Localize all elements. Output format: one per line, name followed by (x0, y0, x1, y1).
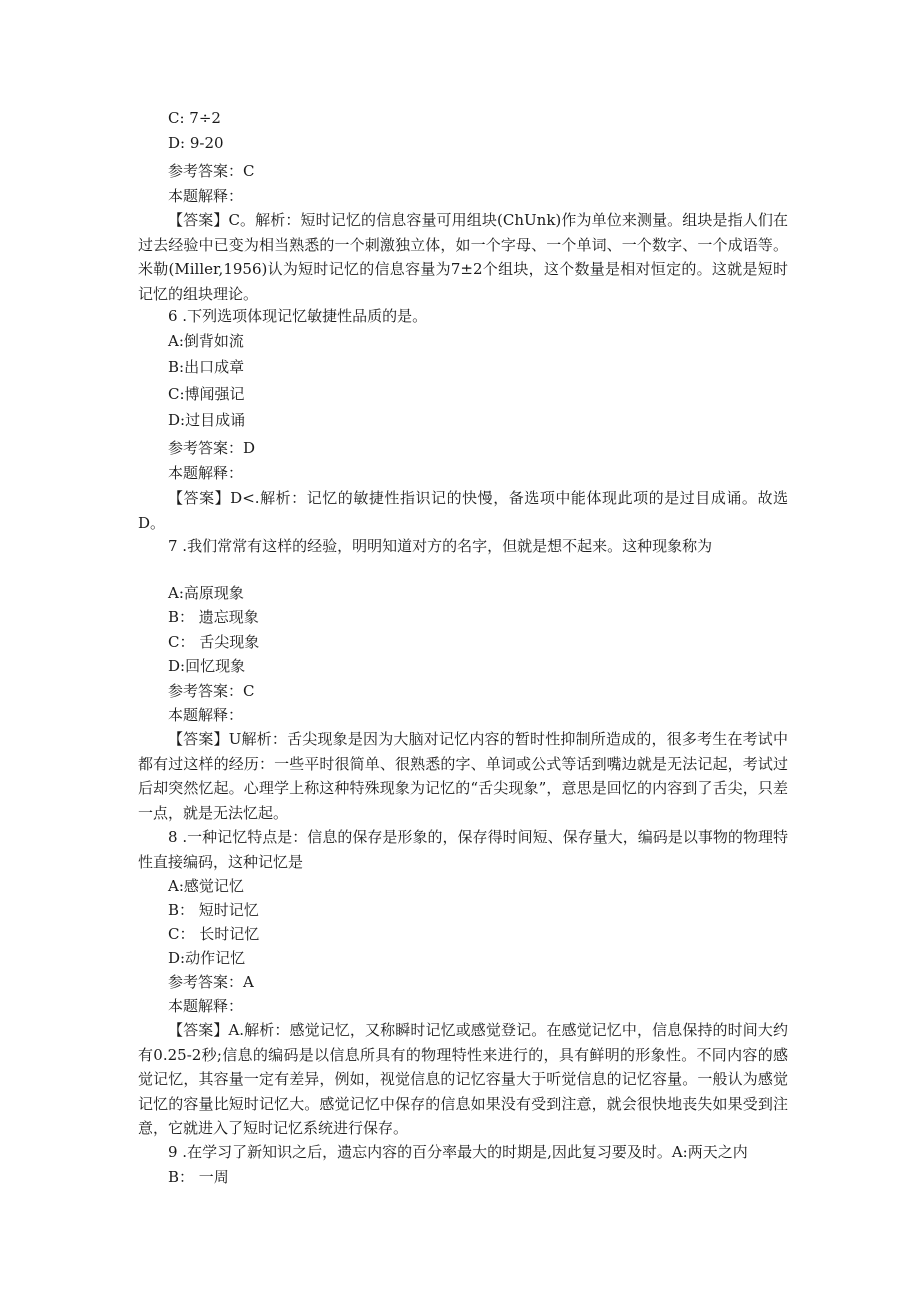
q8-explanation: 【答案】A.解析：感觉记忆，又称瞬时记忆或感觉登记。在感觉记忆中，信息保持的时间大约有0.25-2秒;信息的编码是以信息所具有的物理特性来进行的，具有鲜明的形象性。不同内容的感觉记忆，其容量一定有差异，例如，视觉信息的记忆容量大于听觉信息的记忆容量。一般认为感觉记忆的容量比短时记忆大。感觉记忆中保存的信息如果没有受到注意，就会很快地丧失如果受到注意，它就进入了短时记忆系统进行保存。 (138, 1021, 788, 1137)
q7-option-c: C： 舌尖现象 (168, 633, 260, 651)
q8-answer: 参考答案：A (168, 973, 254, 991)
q6-option-d: D:过目成诵 (168, 411, 246, 429)
q8-option-c: C： 长时记忆 (168, 925, 260, 943)
q6-question: 6 .下列选项体现记忆敏捷性品质的是。 (168, 307, 428, 325)
q7-option-d: D:回忆现象 (168, 657, 246, 675)
q7-question: 7 .我们常常有这样的经验，明明知道对方的名字，但就是想不起来。这种现象称为 (168, 537, 713, 555)
q6-explain-label: 本题解释： (168, 464, 244, 482)
q8-option-b: B： 短时记忆 (168, 901, 259, 919)
q8-question: 8 .一种记忆特点是：信息的保存是形象的，保存得时间短、保存量大，编码是以事物的物理特性直接编码，这种记忆是 (138, 828, 788, 871)
q6-option-c: C:博闻强记 (168, 385, 245, 403)
q7-option-b: B： 遗忘现象 (168, 608, 259, 626)
q7-explain-label: 本题解释： (168, 706, 244, 724)
q7-option-a: A:高原现象 (168, 584, 244, 602)
q5-answer: 参考答案：C (168, 162, 255, 180)
q8-option-d: D:动作记忆 (168, 949, 246, 967)
q5-explanation: 【答案】C。解析：短时记忆的信息容量可用组块(ChUnk)作为单位来测量。组块是指人们在过去经验中已变为相当熟悉的一个刺激独立体，如一个字母、一个单词、一个数字、一个成语等。米勒(Miller,1956)认为短时记忆的信息容量为7±2个组块，这个数量是相对恒定的。这就是短时记忆的组块理论。 (138, 211, 788, 303)
q9-option-b: B： 一周 (168, 1168, 229, 1186)
q7-answer: 参考答案：C (168, 682, 255, 700)
q8-explain-label: 本题解释： (168, 997, 244, 1015)
q5-option-c: C: 7÷2 (168, 109, 221, 127)
q9-question: 9 .在学习了新知识之后，遗忘内容的百分率最大的时期是,因此复习要及时。A:两天之内 (168, 1143, 748, 1161)
q6-answer: 参考答案：D (168, 439, 256, 457)
q8-option-a: A:感觉记忆 (168, 877, 244, 895)
q6-option-b: B:出口成章 (168, 358, 245, 376)
q7-explanation: 【答案】U解析：舌尖现象是因为大脑对记忆内容的暂时性抑制所造成的，很多考生在考试中都有过这样的经历：一些平时很简单、很熟悉的字、单词或公式等话到嘴边就是无法记起，考试过后却突然忆起。心理学上称这种特殊现象为记忆的“舌尖现象”，意思是回忆的内容到了舌尖，只差一点，就是无法忆起。 (138, 730, 788, 822)
q5-option-d: D: 9-20 (168, 134, 224, 152)
q5-explain-label: 本题解释： (168, 187, 244, 205)
q6-explanation: 【答案】D<.解析：记忆的敏捷性指识记的快慢，备选项中能体现此项的是过目成诵。故选D。 (138, 489, 788, 532)
q6-option-a: A:倒背如流 (168, 332, 244, 350)
